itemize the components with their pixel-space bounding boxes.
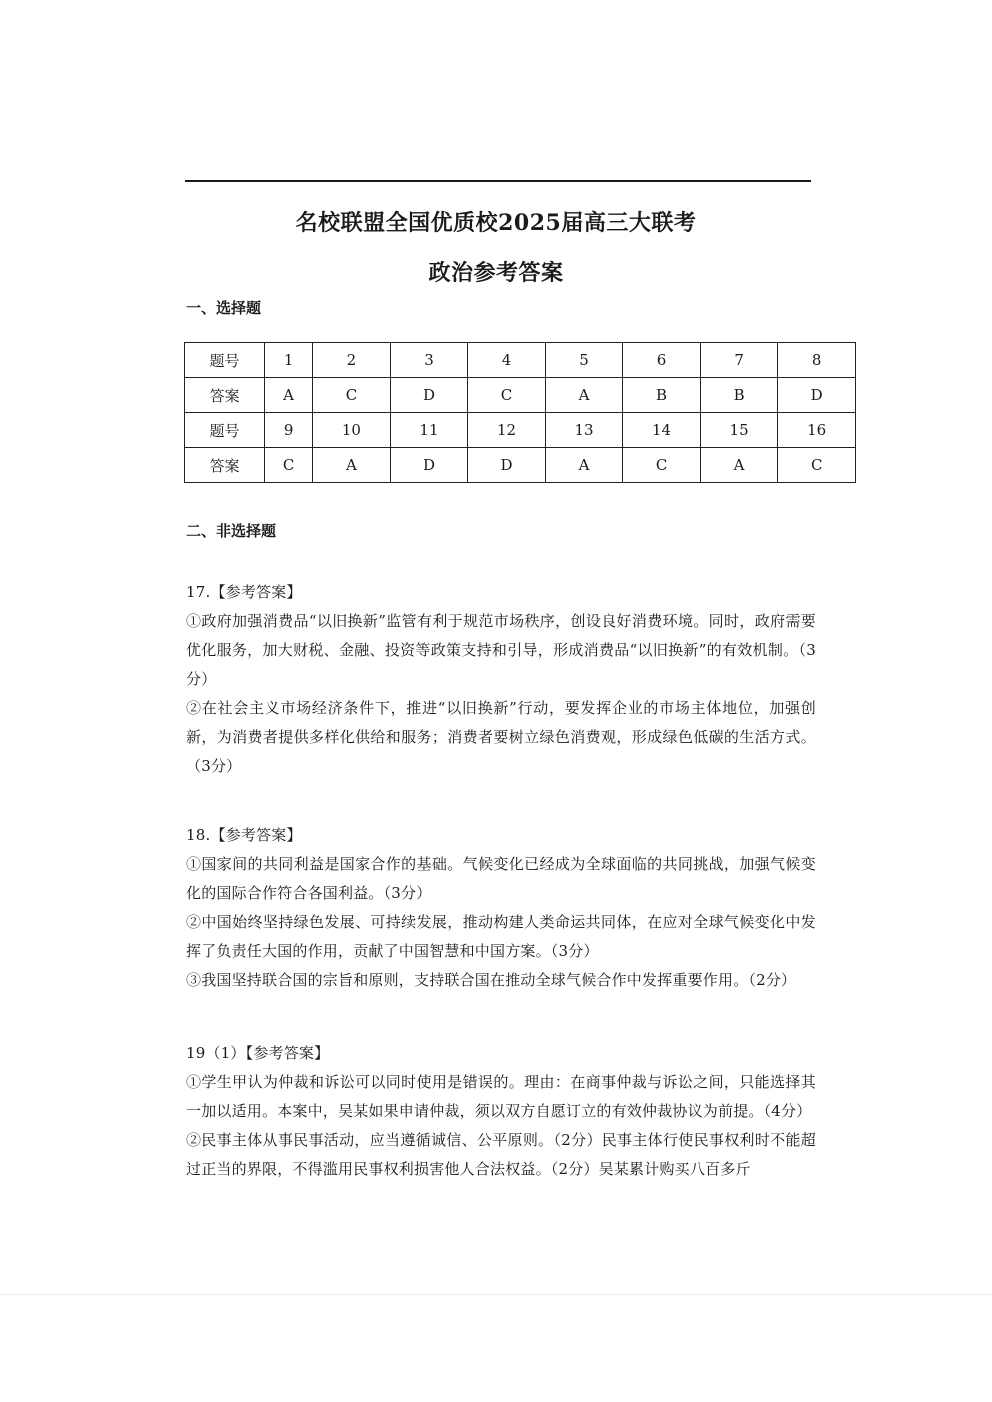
question-17-heading: 17.【参考答案】 (186, 583, 302, 601)
answer-table-cell: 6 (623, 343, 701, 378)
answer-table-cell: 1 (265, 343, 313, 378)
answer-table-row-label: 答案 (185, 378, 265, 413)
answer-table-cell: B (700, 378, 778, 413)
question-17-point-2: ②在社会主义市场经济条件下，推进“以旧换新”行动，要发挥企业的市场主体地位，加强创新，为消费者提供多样化供给和服务；消费者要树立绿色消费观，形成绿色低碳的生活方式。（3分） (186, 699, 816, 775)
answer-table-cell: 14 (623, 413, 701, 448)
section-heading-nonchoice: 二、非选择题 (186, 522, 277, 540)
answer-table-row (185, 343, 856, 378)
answer-table-cell: 3 (390, 343, 468, 378)
answer-table-row-label: 题号 (185, 343, 265, 378)
answer-table-cell: 7 (700, 343, 778, 378)
answer-table-cell: D (468, 448, 546, 483)
document-title: 名校联盟全国优质校2025届高三大联考 (295, 210, 697, 236)
question-19-point-1: ①学生甲认为仲裁和诉讼可以同时使用是错误的。理由：在商事仲裁与诉讼之间，只能选择其一加以适用。本案中，吴某如果申请仲裁，须以双方自愿订立的有效仲裁协议为前提。（4分） (186, 1073, 816, 1120)
answer-table-cell: B (623, 378, 701, 413)
answer-table-cell: 8 (778, 343, 856, 378)
answer-table-cell: A (700, 448, 778, 483)
answer-table-cell: C (778, 448, 856, 483)
answer-table-row (185, 378, 856, 413)
question-18-point-1: ①国家间的共同利益是国家合作的基础。气候变化已经成为全球面临的共同挑战，加强气候变化的国际合作符合各国利益。（3分） (186, 855, 816, 902)
question-17-point-1: ①政府加强消费品“以旧换新”监管有利于规范市场秩序，创设良好消费环境。同时，政府需要优化服务，加大财税、金融、投资等政策支持和引导，形成消费品“以旧换新”的有效机制。（3分） (186, 612, 816, 688)
answer-table-cell: D (390, 448, 468, 483)
answer-table-cell: C (313, 378, 391, 413)
document-subtitle: 政治参考答案 (428, 260, 564, 286)
question-18-point-2: ②中国始终坚持绿色发展、可持续发展，推动构建人类命运共同体，在应对全球气候变化中发挥了负责任大国的作用，贡献了中国智慧和中国方案。（3分） (186, 913, 816, 960)
answer-table-cell: 9 (265, 413, 313, 448)
question-17-answer (186, 578, 816, 781)
answer-table-cell: C (265, 448, 313, 483)
answer-table-cell: D (778, 378, 856, 413)
top-rule (185, 180, 811, 182)
answer-table-cell: 13 (545, 413, 623, 448)
answer-table-cell: 5 (545, 343, 623, 378)
answer-table-cell: C (468, 378, 546, 413)
answer-table-cell: C (623, 448, 701, 483)
answer-table-cell: D (390, 378, 468, 413)
page-bottom-divider (0, 1294, 992, 1295)
question-19-answer (186, 1039, 816, 1184)
answer-table-cell: 12 (468, 413, 546, 448)
answer-table (184, 342, 856, 483)
answer-table-cell: A (545, 378, 623, 413)
answer-table-cell: 10 (313, 413, 391, 448)
question-19-heading: 19（1）【参考答案】 (186, 1044, 330, 1062)
answer-table-row (185, 413, 856, 448)
section-heading-choice: 一、选择题 (186, 299, 262, 317)
answer-table-cell: 4 (468, 343, 546, 378)
question-18-heading: 18.【参考答案】 (186, 826, 302, 844)
answer-table-cell: 15 (700, 413, 778, 448)
answer-table-cell: A (545, 448, 623, 483)
answer-table-row-label: 答案 (185, 448, 265, 483)
question-19-point-2: ②民事主体从事民事活动，应当遵循诚信、公平原则。（2分）民事主体行使民事权利时不能超过正当的界限，不得滥用民事权利损害他人合法权益。（2分）吴某累计购买八百多斤 (186, 1131, 816, 1178)
answer-table-cell: 2 (313, 343, 391, 378)
answer-table-row (185, 448, 856, 483)
answer-table-cell: 16 (778, 413, 856, 448)
question-18-point-3: ③我国坚持联合国的宗旨和原则，支持联合国在推动全球气候合作中发挥重要作用。（2分） (186, 971, 797, 989)
answer-table-cell: A (265, 378, 313, 413)
answer-table-row-label: 题号 (185, 413, 265, 448)
answer-table-cell: A (313, 448, 391, 483)
question-18-answer (186, 821, 816, 995)
answer-table-cell: 11 (390, 413, 468, 448)
